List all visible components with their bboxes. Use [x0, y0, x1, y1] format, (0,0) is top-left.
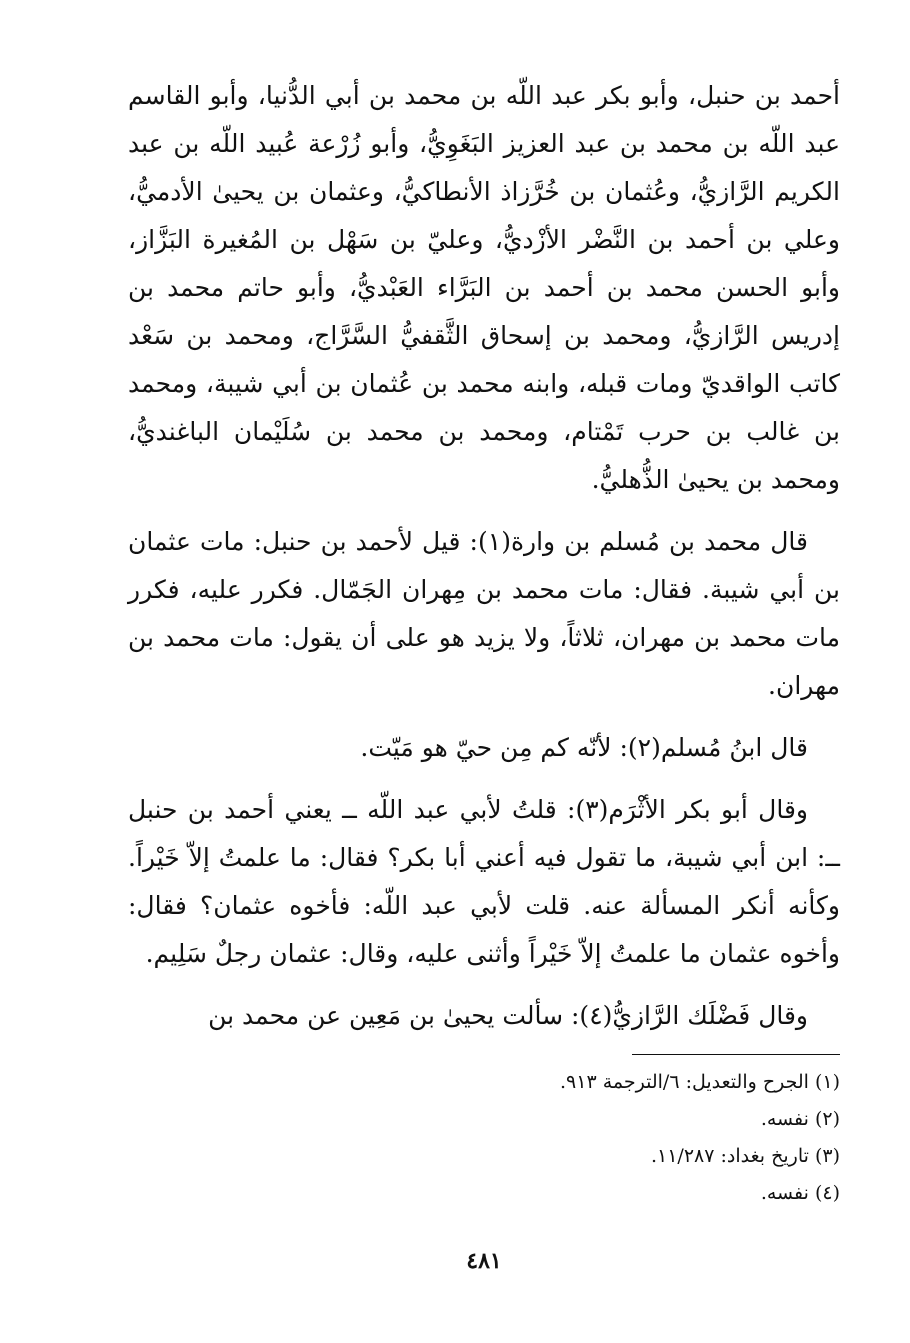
paragraph-ibn-muslim: قال ابنُ مُسلم(٢): لأنّه كم مِن حيّ هو مَيّت. — [360, 733, 808, 762]
book-page — [128, 72, 840, 1312]
footnote-4: (٤) نفسه. — [760, 1182, 840, 1204]
footnote-divider — [632, 1054, 840, 1055]
footnote-2: (٢) نفسه. — [760, 1108, 840, 1130]
paragraph-ibn-wara: قال محمد بن مُسلم بن وارة(١): قيل لأحمد بن حنبل: مات عثمان بن أبي شيبة. فقال: مات محمد بن مِهران الجَمّال. فكرر عليه، فكرر مات محمد بن مهران، ثلاثاً، ولا يزيد هو على أن يقول: مات محمد بن مهران. — [128, 527, 840, 700]
paragraph-biography-list: أحمد بن حنبل، وأبو بكر عبد اللّه بن محمد بن أبي الدُّنيا، وأبو القاسم عبد اللّه بن محمد بن عبد العزيز البَغَوِيُّ، وأبو زُرْعة عُبيد اللّه بن عبد الكريم الرَّازيُّ، وعُثمان بن خُرَّزاذ الأنطاكيُّ، وعثمان بن يحيىٰ الأدميُّ، وعلي بن أحمد بن النَّضْر الأزْديُّ، وعليّ بن سَهْل بن المُغيرة البَزَّاز، وأبو الحسن محمد بن أحمد بن البَرَّاء العَبْديُّ، وأبو حاتم محمد بن إدريس الرَّازيُّ، ومحمد بن إسحاق الثَّقفيُّ السَّرَّاج، ومحمد بن سَعْد كاتب الواقديّ ومات قبله، وابنه محمد بن عُثمان بن أبي شيبة، ومحمد بن غالب بن حرب تَمْتام، ومحمد بن محمد بن سُلَيْمان الباغنديُّ، ومحمد بن يحيىٰ الذُّهليُّ. — [128, 81, 840, 494]
footnote-1: (١) الجرح والتعديل: ٦/الترجمة ٩١٣. — [560, 1071, 840, 1093]
footnote-3: (٣) تاريخ بغداد: ١١/٢٨٧. — [650, 1145, 840, 1167]
footnotes — [128, 1064, 840, 1212]
main-text — [128, 72, 840, 1040]
paragraph-fadlak: وقال فَضْلَك الرَّازيُّ(٤): سألت يحيىٰ بن مَعِين عن محمد بن — [208, 1001, 808, 1030]
page-number: ٤٨١ — [466, 1248, 502, 1274]
paragraph-athram: وقال أبو بكر الأثْرَم(٣): قلتُ لأبي عبد اللّه ــ يعني أحمد بن حنبل ــ: ابن أبي شيبة، ما تقول فيه أعني أبا بكر؟ فقال: ما علمتُ إلاّ خَيْراً. وكأنه أنكر المسألة عنه. قلت لأبي عبد اللّه: فأخوه عثمان؟ فقال: وأخوه عثمان ما علمتُ إلاّ خَيْراً وأثنى عليه، وقال: عثمان رجلٌ سَلِيم. — [128, 795, 841, 968]
